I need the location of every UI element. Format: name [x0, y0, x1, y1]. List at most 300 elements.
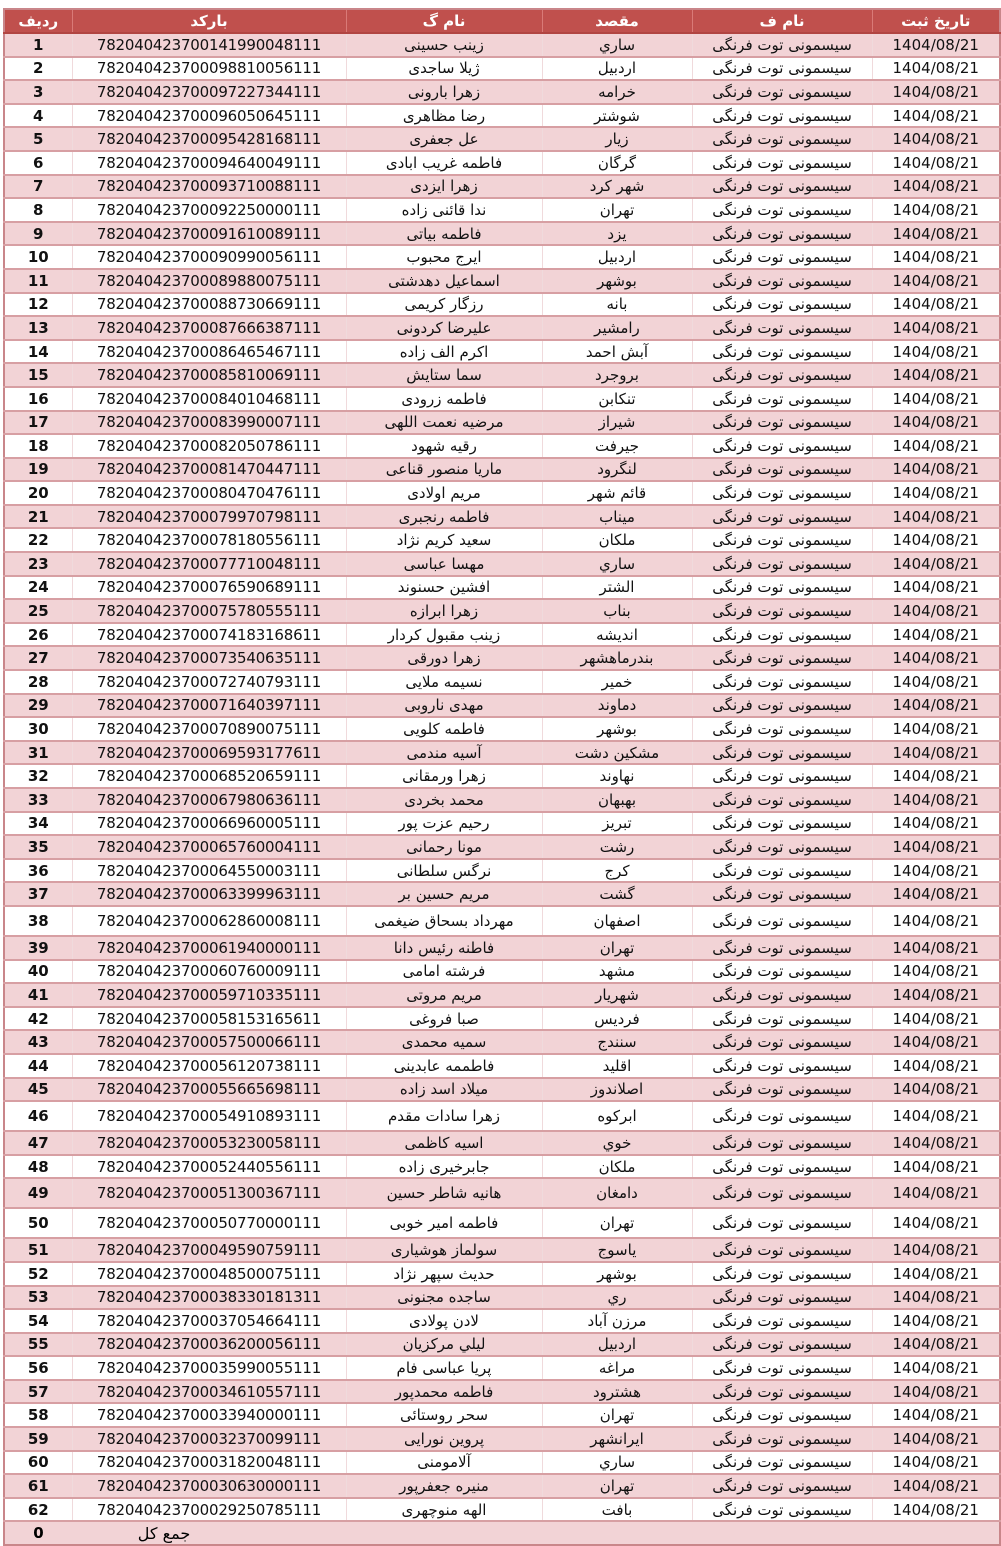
- row-receiver-name[interactable]: ساجده مجنونی: [346, 1286, 542, 1310]
- row-destination[interactable]: دماوند: [542, 694, 692, 718]
- row-barcode[interactable]: 782040423700050770000111: [72, 1208, 346, 1238]
- row-sender-name[interactable]: سیسمونی توت فرنگی: [692, 552, 872, 576]
- row-sender-name[interactable]: سیسمونی توت فرنگی: [692, 906, 872, 936]
- row-destination[interactable]: میناب: [542, 505, 692, 529]
- row-barcode[interactable]: 782040423700061940000111: [72, 936, 346, 960]
- total-empty-cell[interactable]: [542, 1521, 692, 1545]
- row-sender-name[interactable]: سیسمونی توت فرنگی: [692, 1155, 872, 1179]
- row-index[interactable]: 27: [4, 646, 72, 670]
- row-destination[interactable]: هشترود: [542, 1380, 692, 1404]
- row-destination[interactable]: تهران: [542, 1403, 692, 1427]
- row-destination[interactable]: اندیشه: [542, 623, 692, 647]
- row-destination[interactable]: اصفهان: [542, 906, 692, 936]
- row-sender-name[interactable]: سیسمونی توت فرنگی: [692, 983, 872, 1007]
- row-destination[interactable]: خمیر: [542, 670, 692, 694]
- row-index[interactable]: 44: [4, 1054, 72, 1078]
- row-destination[interactable]: یاسوج: [542, 1238, 692, 1262]
- row-destination[interactable]: قائم شهر: [542, 481, 692, 505]
- row-sender-name[interactable]: سیسمونی توت فرنگی: [692, 882, 872, 906]
- row-sender-name[interactable]: سیسمونی توت فرنگی: [692, 340, 872, 364]
- row-destination[interactable]: شهر کرد: [542, 175, 692, 199]
- row-barcode[interactable]: 782040423700066960005111: [72, 812, 346, 836]
- row-date[interactable]: 1404/08/21: [872, 1286, 1000, 1310]
- row-sender-name[interactable]: سیسمونی توت فرنگی: [692, 1007, 872, 1031]
- row-index[interactable]: 48: [4, 1155, 72, 1179]
- row-destination[interactable]: ساري: [542, 1451, 692, 1475]
- row-sender-name[interactable]: سیسمونی توت فرنگی: [692, 1054, 872, 1078]
- row-destination[interactable]: ساري: [542, 552, 692, 576]
- row-receiver-name[interactable]: رضا مظاهری: [346, 104, 542, 128]
- row-destination[interactable]: شیراز: [542, 411, 692, 435]
- row-receiver-name[interactable]: نرگس سلطانی: [346, 859, 542, 883]
- row-date[interactable]: 1404/08/21: [872, 812, 1000, 836]
- header-date[interactable]: تاریخ ثبت: [872, 9, 1000, 33]
- row-destination[interactable]: بانه: [542, 293, 692, 317]
- row-receiver-name[interactable]: مریم حسین بر: [346, 882, 542, 906]
- row-index[interactable]: 59: [4, 1427, 72, 1451]
- row-barcode[interactable]: 782040423700074183168611: [72, 623, 346, 647]
- row-barcode[interactable]: 782040423700059710335111: [72, 983, 346, 1007]
- row-sender-name[interactable]: سیسمونی توت فرنگی: [692, 175, 872, 199]
- row-receiver-name[interactable]: اسیه کاظمی: [346, 1131, 542, 1155]
- row-date[interactable]: 1404/08/21: [872, 835, 1000, 859]
- row-destination[interactable]: تنکابن: [542, 387, 692, 411]
- row-date[interactable]: 1404/08/21: [872, 1131, 1000, 1155]
- row-date[interactable]: 1404/08/21: [872, 1474, 1000, 1498]
- row-barcode[interactable]: 782040423700030630000111: [72, 1474, 346, 1498]
- row-barcode[interactable]: 782040423700086465467111: [72, 340, 346, 364]
- row-date[interactable]: 1404/08/21: [872, 80, 1000, 104]
- row-index[interactable]: 1: [4, 33, 72, 57]
- row-sender-name[interactable]: سیسمونی توت فرنگی: [692, 694, 872, 718]
- total-value[interactable]: 0: [4, 1521, 72, 1545]
- row-date[interactable]: 1404/08/21: [872, 434, 1000, 458]
- row-sender-name[interactable]: سیسمونی توت فرنگی: [692, 387, 872, 411]
- row-sender-name[interactable]: سیسمونی توت فرنگی: [692, 1030, 872, 1054]
- row-receiver-name[interactable]: رحیم عزت پور: [346, 812, 542, 836]
- row-index[interactable]: 8: [4, 198, 72, 222]
- row-destination[interactable]: تهران: [542, 1474, 692, 1498]
- row-date[interactable]: 1404/08/21: [872, 1427, 1000, 1451]
- row-receiver-name[interactable]: مونا رحمانی: [346, 835, 542, 859]
- row-receiver-name[interactable]: زهرا ایزدی: [346, 175, 542, 199]
- row-sender-name[interactable]: سیسمونی توت فرنگی: [692, 245, 872, 269]
- row-date[interactable]: 1404/08/21: [872, 528, 1000, 552]
- row-sender-name[interactable]: سیسمونی توت فرنگی: [692, 481, 872, 505]
- row-barcode[interactable]: 782040423700062860008111: [72, 906, 346, 936]
- row-destination[interactable]: تهران: [542, 1208, 692, 1238]
- row-sender-name[interactable]: سیسمونی توت فرنگی: [692, 363, 872, 387]
- row-sender-name[interactable]: سیسمونی توت فرنگی: [692, 1427, 872, 1451]
- row-receiver-name[interactable]: فاطمه کلویی: [346, 717, 542, 741]
- row-destination[interactable]: ملکان: [542, 1155, 692, 1179]
- row-index[interactable]: 7: [4, 175, 72, 199]
- row-sender-name[interactable]: سیسمونی توت فرنگی: [692, 1208, 872, 1238]
- row-receiver-name[interactable]: مریم مروتی: [346, 983, 542, 1007]
- row-sender-name[interactable]: سیسمونی توت فرنگی: [692, 1403, 872, 1427]
- total-empty-cell[interactable]: [872, 1521, 1000, 1545]
- row-destination[interactable]: شوشتر: [542, 104, 692, 128]
- row-date[interactable]: 1404/08/21: [872, 670, 1000, 694]
- row-receiver-name[interactable]: فاطمه امیر خوبی: [346, 1208, 542, 1238]
- row-date[interactable]: 1404/08/21: [872, 1208, 1000, 1238]
- row-index[interactable]: 20: [4, 481, 72, 505]
- row-index[interactable]: 28: [4, 670, 72, 694]
- row-sender-name[interactable]: سیسمونی توت فرنگی: [692, 1101, 872, 1131]
- row-date[interactable]: 1404/08/21: [872, 1451, 1000, 1475]
- row-barcode[interactable]: 782040423700048500075111: [72, 1262, 346, 1286]
- row-date[interactable]: 1404/08/21: [872, 1356, 1000, 1380]
- row-index[interactable]: 51: [4, 1238, 72, 1262]
- row-barcode[interactable]: 782040423700082050786111: [72, 434, 346, 458]
- row-receiver-name[interactable]: فرشته امامی: [346, 960, 542, 984]
- row-receiver-name[interactable]: جابرخیری زاده: [346, 1155, 542, 1179]
- row-sender-name[interactable]: سیسمونی توت فرنگی: [692, 434, 872, 458]
- row-receiver-name[interactable]: سما ستایش: [346, 363, 542, 387]
- row-receiver-name[interactable]: آسیه مندمی: [346, 741, 542, 765]
- row-destination[interactable]: گرگان: [542, 151, 692, 175]
- row-date[interactable]: 1404/08/21: [872, 906, 1000, 936]
- row-index[interactable]: 5: [4, 127, 72, 151]
- row-sender-name[interactable]: سیسمونی توت فرنگی: [692, 1474, 872, 1498]
- row-sender-name[interactable]: سیسمونی توت فرنگی: [692, 1498, 872, 1522]
- row-index[interactable]: 50: [4, 1208, 72, 1238]
- row-destination[interactable]: خوي: [542, 1131, 692, 1155]
- row-barcode[interactable]: 782040423700060760009111: [72, 960, 346, 984]
- row-sender-name[interactable]: سیسمونی توت فرنگی: [692, 1238, 872, 1262]
- row-receiver-name[interactable]: زینب حسینی: [346, 33, 542, 57]
- row-receiver-name[interactable]: مهسا عباسی: [346, 552, 542, 576]
- row-sender-name[interactable]: سیسمونی توت فرنگی: [692, 1451, 872, 1475]
- row-sender-name[interactable]: سیسمونی توت فرنگی: [692, 1333, 872, 1357]
- header-receiver-name[interactable]: نام گ: [346, 9, 542, 33]
- row-destination[interactable]: یزد: [542, 222, 692, 246]
- row-index[interactable]: 14: [4, 340, 72, 364]
- row-sender-name[interactable]: سیسمونی توت فرنگی: [692, 764, 872, 788]
- row-date[interactable]: 1404/08/21: [872, 481, 1000, 505]
- row-receiver-name[interactable]: صبا فروغی: [346, 1007, 542, 1031]
- row-destination[interactable]: خرامه: [542, 80, 692, 104]
- row-sender-name[interactable]: سیسمونی توت فرنگی: [692, 33, 872, 57]
- row-barcode[interactable]: 782040423700095428168111: [72, 127, 346, 151]
- row-barcode[interactable]: 782040423700088730669111: [72, 293, 346, 317]
- row-receiver-name[interactable]: زهرا سادات مقدم: [346, 1101, 542, 1131]
- row-barcode[interactable]: 782040423700029250785111: [72, 1498, 346, 1522]
- row-receiver-name[interactable]: حدیث سپهر نژاد: [346, 1262, 542, 1286]
- row-sender-name[interactable]: سیسمونی توت فرنگی: [692, 788, 872, 812]
- row-date[interactable]: 1404/08/21: [872, 694, 1000, 718]
- row-receiver-name[interactable]: زهرا دورقی: [346, 646, 542, 670]
- row-date[interactable]: 1404/08/21: [872, 1030, 1000, 1054]
- row-date[interactable]: 1404/08/21: [872, 411, 1000, 435]
- row-index[interactable]: 35: [4, 835, 72, 859]
- row-date[interactable]: 1404/08/21: [872, 175, 1000, 199]
- row-receiver-name[interactable]: پروین نورایی: [346, 1427, 542, 1451]
- row-date[interactable]: 1404/08/21: [872, 222, 1000, 246]
- row-destination[interactable]: بهبهان: [542, 788, 692, 812]
- row-date[interactable]: 1404/08/21: [872, 293, 1000, 317]
- row-receiver-name[interactable]: پریا عباسی فام: [346, 1356, 542, 1380]
- row-date[interactable]: 1404/08/21: [872, 882, 1000, 906]
- row-index[interactable]: 25: [4, 599, 72, 623]
- row-date[interactable]: 1404/08/21: [872, 363, 1000, 387]
- row-index[interactable]: 36: [4, 859, 72, 883]
- row-sender-name[interactable]: سیسمونی توت فرنگی: [692, 57, 872, 81]
- row-sender-name[interactable]: سیسمونی توت فرنگی: [692, 741, 872, 765]
- row-destination[interactable]: ري: [542, 1286, 692, 1310]
- row-receiver-name[interactable]: زینب مقبول کردار: [346, 623, 542, 647]
- row-index[interactable]: 4: [4, 104, 72, 128]
- row-barcode[interactable]: 782040423700083990007111: [72, 411, 346, 435]
- row-destination[interactable]: الشتر: [542, 576, 692, 600]
- row-receiver-name[interactable]: مهدی ناروبی: [346, 694, 542, 718]
- row-date[interactable]: 1404/08/21: [872, 1403, 1000, 1427]
- row-barcode[interactable]: 782040423700072740793111: [72, 670, 346, 694]
- row-receiver-name[interactable]: اسماعیل دهدشتی: [346, 269, 542, 293]
- row-receiver-name[interactable]: مریم اولادی: [346, 481, 542, 505]
- row-receiver-name[interactable]: علیرضا کردونی: [346, 316, 542, 340]
- row-sender-name[interactable]: سیسمونی توت فرنگی: [692, 411, 872, 435]
- row-barcode[interactable]: 782040423700089880075111: [72, 269, 346, 293]
- row-receiver-name[interactable]: سحر روستائی: [346, 1403, 542, 1427]
- row-index[interactable]: 41: [4, 983, 72, 1007]
- row-receiver-name[interactable]: عل جعفری: [346, 127, 542, 151]
- row-index[interactable]: 52: [4, 1262, 72, 1286]
- row-destination[interactable]: بوشهر: [542, 717, 692, 741]
- row-barcode[interactable]: 782040423700094640049111: [72, 151, 346, 175]
- row-barcode[interactable]: 782040423700079970798111: [72, 505, 346, 529]
- row-barcode[interactable]: 782040423700063399963111: [72, 882, 346, 906]
- row-receiver-name[interactable]: هانیه شاطر حسین: [346, 1178, 542, 1208]
- row-index[interactable]: 18: [4, 434, 72, 458]
- row-destination[interactable]: لنگرود: [542, 458, 692, 482]
- row-destination[interactable]: اردبیل: [542, 57, 692, 81]
- row-index[interactable]: 39: [4, 936, 72, 960]
- row-index[interactable]: 54: [4, 1309, 72, 1333]
- row-barcode[interactable]: 782040423700034610557111: [72, 1380, 346, 1404]
- row-date[interactable]: 1404/08/21: [872, 1498, 1000, 1522]
- row-date[interactable]: 1404/08/21: [872, 741, 1000, 765]
- row-receiver-name[interactable]: ایرج محبوب: [346, 245, 542, 269]
- row-barcode[interactable]: 782040423700054910893111: [72, 1101, 346, 1131]
- row-date[interactable]: 1404/08/21: [872, 717, 1000, 741]
- row-barcode[interactable]: 782040423700052440556111: [72, 1155, 346, 1179]
- row-receiver-name[interactable]: الهه منوچهری: [346, 1498, 542, 1522]
- row-destination[interactable]: شهریار: [542, 983, 692, 1007]
- row-barcode[interactable]: 782040423700055665698111: [72, 1078, 346, 1102]
- row-date[interactable]: 1404/08/21: [872, 1054, 1000, 1078]
- row-sender-name[interactable]: سیسمونی توت فرنگی: [692, 835, 872, 859]
- row-index[interactable]: 17: [4, 411, 72, 435]
- row-destination[interactable]: بروجرد: [542, 363, 692, 387]
- row-destination[interactable]: تهران: [542, 198, 692, 222]
- row-destination[interactable]: مشهد: [542, 960, 692, 984]
- row-barcode[interactable]: 782040423700037054664111: [72, 1309, 346, 1333]
- row-sender-name[interactable]: سیسمونی توت فرنگی: [692, 599, 872, 623]
- row-barcode[interactable]: 782040423700080470476111: [72, 481, 346, 505]
- row-index[interactable]: 38: [4, 906, 72, 936]
- row-barcode[interactable]: 782040423700093710088111: [72, 175, 346, 199]
- row-sender-name[interactable]: سیسمونی توت فرنگی: [692, 1356, 872, 1380]
- row-destination[interactable]: ایرانشهر: [542, 1427, 692, 1451]
- row-date[interactable]: 1404/08/21: [872, 505, 1000, 529]
- row-destination[interactable]: اقلید: [542, 1054, 692, 1078]
- row-receiver-name[interactable]: اکرم الف زاده: [346, 340, 542, 364]
- row-index[interactable]: 10: [4, 245, 72, 269]
- row-date[interactable]: 1404/08/21: [872, 599, 1000, 623]
- row-index[interactable]: 33: [4, 788, 72, 812]
- row-date[interactable]: 1404/08/21: [872, 1155, 1000, 1179]
- row-index[interactable]: 55: [4, 1333, 72, 1357]
- row-barcode[interactable]: 782040423700073540635111: [72, 646, 346, 670]
- row-barcode[interactable]: 782040423700038330181311: [72, 1286, 346, 1310]
- row-receiver-name[interactable]: سولماز هوشیاری: [346, 1238, 542, 1262]
- row-sender-name[interactable]: سیسمونی توت فرنگی: [692, 1380, 872, 1404]
- row-index[interactable]: 6: [4, 151, 72, 175]
- row-destination[interactable]: تبریز: [542, 812, 692, 836]
- row-receiver-name[interactable]: منیره جعفرپور: [346, 1474, 542, 1498]
- row-sender-name[interactable]: سیسمونی توت فرنگی: [692, 936, 872, 960]
- row-barcode[interactable]: 782040423700067980636111: [72, 788, 346, 812]
- row-barcode[interactable]: 782040423700049590759111: [72, 1238, 346, 1262]
- row-barcode[interactable]: 782040423700081470447111: [72, 458, 346, 482]
- row-sender-name[interactable]: سیسمونی توت فرنگی: [692, 576, 872, 600]
- row-sender-name[interactable]: سیسمونی توت فرنگی: [692, 151, 872, 175]
- row-date[interactable]: 1404/08/21: [872, 859, 1000, 883]
- row-date[interactable]: 1404/08/21: [872, 387, 1000, 411]
- row-destination[interactable]: بوشهر: [542, 269, 692, 293]
- row-barcode[interactable]: 782040423700076590689111: [72, 576, 346, 600]
- row-receiver-name[interactable]: لیلي مرکزیان: [346, 1333, 542, 1357]
- row-date[interactable]: 1404/08/21: [872, 1178, 1000, 1208]
- row-date[interactable]: 1404/08/21: [872, 151, 1000, 175]
- row-sender-name[interactable]: سیسمونی توت فرنگی: [692, 505, 872, 529]
- row-date[interactable]: 1404/08/21: [872, 1333, 1000, 1357]
- row-date[interactable]: 1404/08/21: [872, 1262, 1000, 1286]
- row-sender-name[interactable]: سیسمونی توت فرنگی: [692, 127, 872, 151]
- row-index[interactable]: 19: [4, 458, 72, 482]
- row-index[interactable]: 26: [4, 623, 72, 647]
- row-receiver-name[interactable]: محمد بخردی: [346, 788, 542, 812]
- row-receiver-name[interactable]: زهرا بارونی: [346, 80, 542, 104]
- row-index[interactable]: 2: [4, 57, 72, 81]
- row-date[interactable]: 1404/08/21: [872, 458, 1000, 482]
- row-index[interactable]: 56: [4, 1356, 72, 1380]
- row-sender-name[interactable]: سیسمونی توت فرنگی: [692, 960, 872, 984]
- row-index[interactable]: 60: [4, 1451, 72, 1475]
- row-receiver-name[interactable]: نسیمه ملایی: [346, 670, 542, 694]
- row-destination[interactable]: بوشهر: [542, 1262, 692, 1286]
- row-sender-name[interactable]: سیسمونی توت فرنگی: [692, 1178, 872, 1208]
- row-index[interactable]: 12: [4, 293, 72, 317]
- row-index[interactable]: 22: [4, 528, 72, 552]
- row-date[interactable]: 1404/08/21: [872, 764, 1000, 788]
- row-index[interactable]: 40: [4, 960, 72, 984]
- row-destination[interactable]: گشت: [542, 882, 692, 906]
- row-index[interactable]: 47: [4, 1131, 72, 1155]
- row-sender-name[interactable]: سیسمونی توت فرنگی: [692, 222, 872, 246]
- header-sender-name[interactable]: نام ف: [692, 9, 872, 33]
- row-receiver-name[interactable]: رزگار کریمی: [346, 293, 542, 317]
- row-receiver-name[interactable]: لادن پولادی: [346, 1309, 542, 1333]
- row-sender-name[interactable]: سیسمونی توت فرنگی: [692, 293, 872, 317]
- row-receiver-name[interactable]: رقیه شهود: [346, 434, 542, 458]
- header-index[interactable]: ردیف: [4, 9, 72, 33]
- row-barcode[interactable]: 782040423700051300367111: [72, 1178, 346, 1208]
- row-destination[interactable]: دامغان: [542, 1178, 692, 1208]
- row-index[interactable]: 46: [4, 1101, 72, 1131]
- row-receiver-name[interactable]: مهرداد بسحاق ضیغمی: [346, 906, 542, 936]
- row-date[interactable]: 1404/08/21: [872, 1380, 1000, 1404]
- row-receiver-name[interactable]: افشین حسنوند: [346, 576, 542, 600]
- row-sender-name[interactable]: سیسمونی توت فرنگی: [692, 859, 872, 883]
- row-barcode[interactable]: 782040423700084010468111: [72, 387, 346, 411]
- row-index[interactable]: 3: [4, 80, 72, 104]
- row-index[interactable]: 30: [4, 717, 72, 741]
- row-barcode[interactable]: 782040423700091610089111: [72, 222, 346, 246]
- row-sender-name[interactable]: سیسمونی توت فرنگی: [692, 269, 872, 293]
- row-sender-name[interactable]: سیسمونی توت فرنگی: [692, 316, 872, 340]
- row-sender-name[interactable]: سیسمونی توت فرنگی: [692, 717, 872, 741]
- row-index[interactable]: 62: [4, 1498, 72, 1522]
- row-destination[interactable]: رشت: [542, 835, 692, 859]
- row-index[interactable]: 61: [4, 1474, 72, 1498]
- row-barcode[interactable]: 782040423700069593177611: [72, 741, 346, 765]
- row-date[interactable]: 1404/08/21: [872, 576, 1000, 600]
- row-receiver-name[interactable]: مرضیه نعمت اللهی: [346, 411, 542, 435]
- row-barcode[interactable]: 782040423700097227344111: [72, 80, 346, 104]
- row-receiver-name[interactable]: فاطمه رنجبری: [346, 505, 542, 529]
- row-receiver-name[interactable]: آلامومنی: [346, 1451, 542, 1475]
- row-sender-name[interactable]: سیسمونی توت فرنگی: [692, 1309, 872, 1333]
- row-barcode[interactable]: 782040423700085810069111: [72, 363, 346, 387]
- row-index[interactable]: 15: [4, 363, 72, 387]
- row-destination[interactable]: اصلاندوز: [542, 1078, 692, 1102]
- row-destination[interactable]: مشکین دشت: [542, 741, 692, 765]
- row-index[interactable]: 23: [4, 552, 72, 576]
- row-barcode[interactable]: 782040423700033940000111: [72, 1403, 346, 1427]
- row-sender-name[interactable]: سیسمونی توت فرنگی: [692, 198, 872, 222]
- row-destination[interactable]: تهران: [542, 936, 692, 960]
- row-receiver-name[interactable]: سمیه محمدی: [346, 1030, 542, 1054]
- row-date[interactable]: 1404/08/21: [872, 552, 1000, 576]
- row-date[interactable]: 1404/08/21: [872, 33, 1000, 57]
- row-date[interactable]: 1404/08/21: [872, 788, 1000, 812]
- row-date[interactable]: 1404/08/21: [872, 57, 1000, 81]
- row-sender-name[interactable]: سیسمونی توت فرنگی: [692, 623, 872, 647]
- row-receiver-name[interactable]: ندا قائنی زاده: [346, 198, 542, 222]
- row-date[interactable]: 1404/08/21: [872, 1007, 1000, 1031]
- row-destination[interactable]: ملکان: [542, 528, 692, 552]
- row-barcode[interactable]: 782040423700090990056111: [72, 245, 346, 269]
- row-sender-name[interactable]: سیسمونی توت فرنگی: [692, 104, 872, 128]
- row-index[interactable]: 42: [4, 1007, 72, 1031]
- row-index[interactable]: 43: [4, 1030, 72, 1054]
- row-receiver-name[interactable]: ژیلا ساجدی: [346, 57, 542, 81]
- row-barcode[interactable]: 782040423700087666387111: [72, 316, 346, 340]
- row-sender-name[interactable]: سیسمونی توت فرنگی: [692, 670, 872, 694]
- row-date[interactable]: 1404/08/21: [872, 127, 1000, 151]
- row-index[interactable]: 29: [4, 694, 72, 718]
- row-index[interactable]: 24: [4, 576, 72, 600]
- row-receiver-name[interactable]: زهرا ورمقانی: [346, 764, 542, 788]
- row-index[interactable]: 58: [4, 1403, 72, 1427]
- row-date[interactable]: 1404/08/21: [872, 340, 1000, 364]
- row-destination[interactable]: بافت: [542, 1498, 692, 1522]
- row-destination[interactable]: مرزن آباد: [542, 1309, 692, 1333]
- row-barcode[interactable]: 782040423700092250000111: [72, 198, 346, 222]
- row-receiver-name[interactable]: زهرا ابرازه: [346, 599, 542, 623]
